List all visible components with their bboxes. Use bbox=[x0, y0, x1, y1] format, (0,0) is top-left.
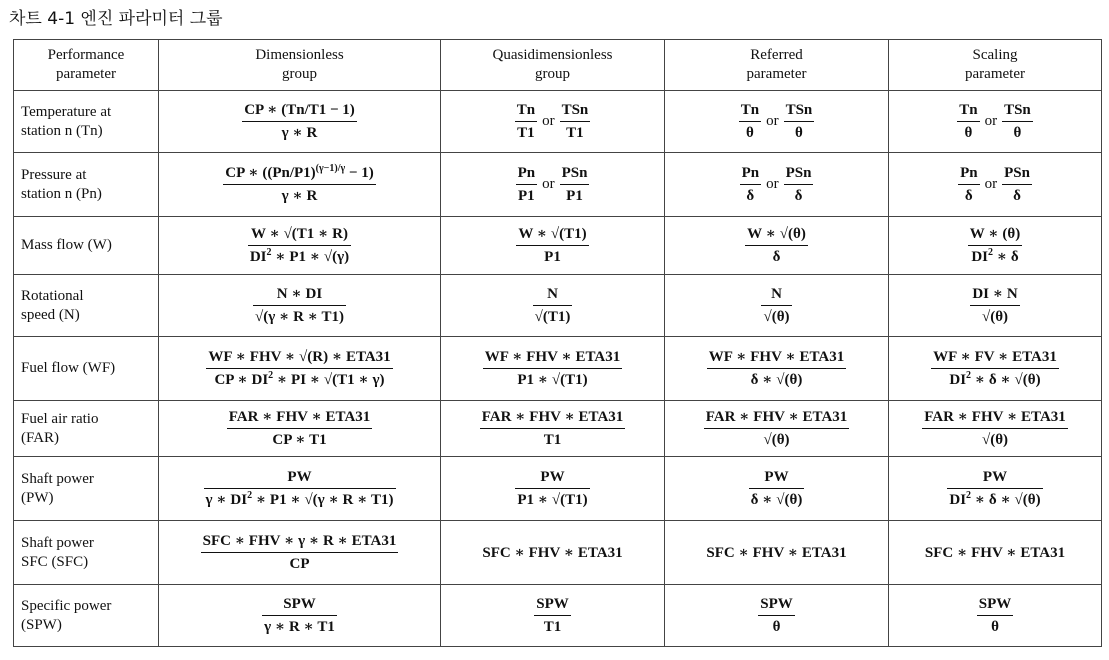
denominator: √(T1) bbox=[534, 309, 571, 325]
denominator: γ ∗ R ∗ T1 bbox=[264, 619, 335, 635]
numerator: SPW bbox=[262, 594, 337, 616]
denominator: T1 bbox=[566, 125, 584, 141]
or-label: or bbox=[766, 176, 779, 192]
fraction bbox=[533, 284, 573, 327]
numerator: TSn bbox=[1002, 100, 1033, 122]
fraction bbox=[970, 284, 1019, 327]
denominator: θ bbox=[991, 619, 999, 635]
fraction bbox=[707, 347, 846, 390]
header-performance-parameter: Performance parameter bbox=[14, 40, 159, 91]
fraction bbox=[1002, 100, 1033, 143]
numerator: TSn bbox=[560, 100, 591, 122]
fraction bbox=[483, 347, 622, 390]
fraction bbox=[922, 407, 1068, 450]
numerator: W ∗ √(T1) bbox=[516, 224, 588, 246]
numerator: W ∗ (θ) bbox=[968, 224, 1022, 246]
table-row bbox=[14, 337, 1102, 401]
numerator: WF ∗ FV ∗ ETA31 bbox=[931, 347, 1059, 369]
formula-cell bbox=[441, 337, 665, 401]
numerator: N ∗ DI bbox=[253, 284, 346, 306]
denominator: $DI^2$ ∗ δ bbox=[971, 247, 1019, 265]
header-quasidimensionless-group: Quasidimensionless group bbox=[441, 40, 665, 91]
denominator: CP ∗ T1 bbox=[272, 432, 327, 448]
performance-parameter-cell: Mass flow (W) bbox=[14, 217, 159, 275]
fraction bbox=[977, 594, 1014, 637]
formula-cell bbox=[441, 401, 665, 457]
denominator: P1 bbox=[544, 249, 561, 265]
denominator: $DI^2$ ∗ δ ∗ √(θ) bbox=[949, 370, 1041, 388]
fraction bbox=[761, 284, 791, 327]
fraction bbox=[957, 100, 979, 143]
formula-cell bbox=[889, 585, 1102, 647]
numerator: TSn bbox=[784, 100, 815, 122]
table-row bbox=[14, 153, 1102, 217]
numerator: FAR ∗ FHV ∗ ETA31 bbox=[704, 407, 850, 429]
engine-parameter-table bbox=[13, 39, 1102, 647]
fraction bbox=[739, 100, 761, 143]
denominator: CP ∗ $DI^2$ ∗ PI ∗ √(T1 ∗ γ) bbox=[214, 370, 385, 388]
formula-cell bbox=[889, 521, 1102, 585]
formula-cell bbox=[159, 91, 441, 153]
fraction bbox=[745, 224, 808, 267]
fraction bbox=[947, 467, 1042, 510]
numerator: FAR ∗ FHV ∗ ETA31 bbox=[922, 407, 1068, 429]
numerator: SPW bbox=[977, 594, 1014, 616]
fraction bbox=[262, 594, 337, 637]
header-referred-parameter: Referred parameter bbox=[665, 40, 889, 91]
table-row bbox=[14, 401, 1102, 457]
performance-parameter-cell: Shaft power (PW) bbox=[14, 457, 159, 521]
numerator: DI ∗ N bbox=[970, 284, 1019, 306]
fraction bbox=[227, 407, 373, 450]
table-row bbox=[14, 217, 1102, 275]
denominator: δ bbox=[794, 188, 803, 204]
fraction bbox=[516, 224, 588, 267]
fraction bbox=[740, 163, 762, 206]
fraction bbox=[206, 347, 392, 390]
formula-cell bbox=[665, 275, 889, 337]
numerator: WF ∗ FHV ∗ √(R) ∗ ETA31 bbox=[206, 347, 392, 369]
formula-text: SFC ∗ FHV ∗ ETA31 bbox=[924, 545, 1066, 561]
fraction bbox=[931, 347, 1059, 390]
fraction bbox=[223, 163, 375, 206]
denominator: CP bbox=[289, 556, 310, 572]
formula-cell bbox=[441, 153, 665, 217]
formula-cell bbox=[889, 217, 1102, 275]
formula-cell bbox=[159, 585, 441, 647]
formula-cell bbox=[441, 585, 665, 647]
formula-cell bbox=[889, 401, 1102, 457]
fraction bbox=[204, 467, 396, 510]
denominator: √(γ ∗ R ∗ T1) bbox=[254, 309, 345, 325]
header-row bbox=[14, 40, 1102, 91]
fraction bbox=[480, 407, 626, 450]
fraction bbox=[516, 163, 538, 206]
numerator: Pn bbox=[740, 163, 762, 185]
formula-cell bbox=[441, 91, 665, 153]
or-label: or bbox=[984, 176, 998, 192]
numerator: PSn bbox=[560, 163, 590, 185]
performance-parameter-cell: Shaft power SFC (SFC) bbox=[14, 521, 159, 585]
fraction bbox=[242, 100, 357, 143]
numerator: Tn bbox=[739, 100, 761, 122]
table-row bbox=[14, 521, 1102, 585]
formula-cell bbox=[441, 521, 665, 585]
denominator: T1 bbox=[543, 619, 562, 635]
formula-cell bbox=[665, 337, 889, 401]
denominator: θ bbox=[745, 125, 754, 141]
formula-cell bbox=[665, 153, 889, 217]
formula-cell bbox=[889, 457, 1102, 521]
table-row bbox=[14, 457, 1102, 521]
table-body bbox=[14, 91, 1102, 647]
denominator: $DI^2$ ∗ δ ∗ √(θ) bbox=[949, 490, 1041, 508]
chart-caption: 차트 4-1 엔진 파라미터 그룹 bbox=[9, 9, 223, 29]
denominator: δ bbox=[1013, 188, 1021, 204]
formula-cell bbox=[159, 153, 441, 217]
formula-cell bbox=[889, 153, 1102, 217]
fraction bbox=[758, 594, 795, 637]
performance-parameter-cell: Rotational speed (N) bbox=[14, 275, 159, 337]
formula-cell bbox=[665, 91, 889, 153]
denominator: P1 ∗ √(T1) bbox=[517, 492, 588, 508]
header-scaling-parameter: Scaling parameter bbox=[889, 40, 1102, 91]
denominator: P1 bbox=[517, 188, 535, 204]
formula-text: SFC ∗ FHV ∗ ETA31 bbox=[482, 545, 623, 561]
denominator: δ bbox=[772, 249, 781, 265]
formula-cell bbox=[665, 585, 889, 647]
formula-cell bbox=[665, 217, 889, 275]
fraction bbox=[958, 163, 980, 206]
numerator: SFC ∗ FHV ∗ γ ∗ R ∗ ETA31 bbox=[201, 531, 399, 553]
fraction bbox=[515, 100, 537, 143]
formula-cell bbox=[159, 521, 441, 585]
fraction bbox=[784, 163, 814, 206]
fraction bbox=[1002, 163, 1032, 206]
fraction bbox=[749, 467, 805, 510]
numerator: W ∗ √(θ) bbox=[745, 224, 808, 246]
numerator: SPW bbox=[758, 594, 795, 616]
performance-parameter-cell: Temperature at station n (Tn) bbox=[14, 91, 159, 153]
fraction bbox=[201, 531, 399, 574]
numerator: CP ∗ (Tn/T1 − 1) bbox=[242, 100, 357, 122]
numerator: FAR ∗ FHV ∗ ETA31 bbox=[480, 407, 626, 429]
formula-cell bbox=[159, 275, 441, 337]
fraction bbox=[968, 224, 1022, 267]
denominator: γ ∗ $DI^2$ ∗ P1 ∗ √(γ ∗ R ∗ T1) bbox=[205, 490, 394, 508]
formula-cell bbox=[889, 91, 1102, 153]
formula-cell bbox=[889, 337, 1102, 401]
table-row bbox=[14, 275, 1102, 337]
header-dimensionless-group: Dimensionless group bbox=[159, 40, 441, 91]
numerator: Pn bbox=[958, 163, 980, 185]
fraction bbox=[253, 284, 346, 327]
formula-cell bbox=[441, 457, 665, 521]
formula-cell bbox=[159, 217, 441, 275]
numerator: WF ∗ FHV ∗ ETA31 bbox=[707, 347, 846, 369]
formula-cell bbox=[665, 401, 889, 457]
or-label: or bbox=[542, 176, 555, 192]
denominator: √(θ) bbox=[763, 309, 790, 325]
denominator: √(θ) bbox=[981, 309, 1009, 325]
denominator: δ ∗ √(θ) bbox=[750, 492, 803, 508]
formula-cell bbox=[665, 521, 889, 585]
fraction bbox=[704, 407, 850, 450]
denominator: δ bbox=[746, 188, 755, 204]
formula-cell bbox=[159, 401, 441, 457]
denominator: θ bbox=[964, 125, 973, 141]
numerator: PW bbox=[749, 467, 805, 489]
numerator: PSn bbox=[1002, 163, 1032, 185]
numerator: Tn bbox=[515, 100, 537, 122]
table-row bbox=[14, 585, 1102, 647]
numerator: Tn bbox=[957, 100, 979, 122]
numerator: N bbox=[533, 284, 573, 306]
denominator: θ bbox=[795, 125, 803, 141]
denominator: θ bbox=[1013, 125, 1022, 141]
denominator: δ ∗ √(θ) bbox=[750, 372, 803, 388]
formula-cell bbox=[159, 337, 441, 401]
numerator: PW bbox=[515, 467, 589, 489]
denominator: δ bbox=[964, 188, 973, 204]
formula-text: SFC ∗ FHV ∗ ETA31 bbox=[706, 545, 847, 561]
numerator: N bbox=[761, 284, 791, 306]
formula-cell bbox=[441, 217, 665, 275]
or-label: or bbox=[542, 113, 555, 129]
numerator: Pn bbox=[516, 163, 538, 185]
performance-parameter-cell: Specific power (SPW) bbox=[14, 585, 159, 647]
denominator: $DI^2$ ∗ P1 ∗ √(γ) bbox=[249, 247, 350, 265]
fraction bbox=[248, 224, 351, 267]
numerator: FAR ∗ FHV ∗ ETA31 bbox=[227, 407, 373, 429]
performance-parameter-cell: Fuel air ratio (FAR) bbox=[14, 401, 159, 457]
denominator: T1 bbox=[517, 125, 535, 141]
denominator: P1 bbox=[566, 188, 583, 204]
denominator: √(θ) bbox=[763, 432, 790, 448]
fraction bbox=[515, 467, 589, 510]
denominator: P1 ∗ √(T1) bbox=[517, 372, 588, 388]
fraction bbox=[560, 100, 591, 143]
numerator: WF ∗ FHV ∗ ETA31 bbox=[483, 347, 622, 369]
denominator: γ ∗ R bbox=[281, 125, 318, 141]
performance-parameter-cell: Fuel flow (WF) bbox=[14, 337, 159, 401]
numerator: PW bbox=[947, 467, 1042, 489]
fraction bbox=[534, 594, 571, 637]
performance-parameter-cell: Pressure at station n (Pn) bbox=[14, 153, 159, 217]
fraction bbox=[784, 100, 815, 143]
denominator: θ bbox=[772, 619, 781, 635]
formula-cell bbox=[159, 457, 441, 521]
table-row bbox=[14, 91, 1102, 153]
formula-cell bbox=[889, 275, 1102, 337]
formula-cell bbox=[441, 275, 665, 337]
or-label: or bbox=[766, 113, 779, 129]
fraction bbox=[560, 163, 590, 206]
denominator: γ ∗ R bbox=[281, 188, 318, 204]
denominator: T1 bbox=[543, 432, 562, 448]
formula-cell bbox=[665, 457, 889, 521]
denominator: √(θ) bbox=[981, 432, 1009, 448]
numerator: SPW bbox=[534, 594, 571, 616]
numerator: CP ∗ $((Pn/P1)^{(\gamma-1)/\gamma} - 1)$ bbox=[223, 163, 375, 185]
or-label: or bbox=[984, 113, 998, 129]
numerator: PW bbox=[204, 467, 396, 489]
numerator: W ∗ √(T1 ∗ R) bbox=[248, 224, 351, 246]
numerator: PSn bbox=[784, 163, 814, 185]
